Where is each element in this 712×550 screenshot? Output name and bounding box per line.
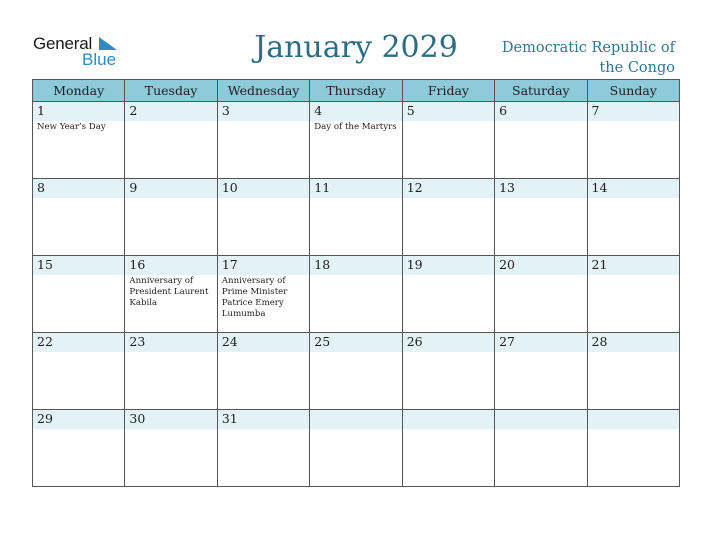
day-cell <box>587 102 679 179</box>
day-number: 8 <box>37 180 45 195</box>
day-number: 25 <box>314 334 331 349</box>
day-cell <box>125 410 217 487</box>
day-number: 30 <box>129 411 146 426</box>
day-cell <box>125 333 217 410</box>
day-cell <box>310 256 402 333</box>
day-cell <box>587 333 679 410</box>
day-cell <box>33 179 125 256</box>
day-cell <box>217 410 309 487</box>
day-number: 20 <box>499 257 516 272</box>
weekday-header: Friday <box>402 80 494 102</box>
day-cell <box>217 179 309 256</box>
day-cell <box>217 102 309 179</box>
week-row <box>33 410 680 487</box>
weekday-header: Wednesday <box>217 80 309 102</box>
day-cell <box>33 102 125 179</box>
day-cell <box>125 256 217 333</box>
day-cell <box>125 179 217 256</box>
country-line-1: Democratic Republic of <box>501 40 675 56</box>
holiday-label: Day of the Martyrs <box>314 122 397 132</box>
day-number: 19 <box>406 257 423 272</box>
day-cell <box>495 179 587 256</box>
day-cell <box>402 179 494 256</box>
day-number: 9 <box>129 180 138 195</box>
logo-general-text: General <box>33 34 93 53</box>
day-number: 10 <box>221 180 238 195</box>
day-cell <box>587 256 679 333</box>
day-cell <box>33 410 125 487</box>
holiday-label: Anniversary of Prime Minister Patrice Emery Lumumba <box>221 276 288 319</box>
weekday-header: Monday <box>33 80 125 102</box>
day-number: 24 <box>221 334 238 349</box>
day-number: 1 <box>37 103 45 118</box>
day-number: 18 <box>314 257 331 272</box>
day-cell <box>402 102 494 179</box>
holiday-label: Anniversary of President Laurent Kabila <box>129 276 209 308</box>
holiday-label: New Year’s Day <box>37 122 106 132</box>
weekday-header-row <box>33 80 680 102</box>
day-cell <box>217 333 309 410</box>
day-number: 29 <box>37 411 53 426</box>
week-row <box>33 102 680 179</box>
day-cell <box>217 256 309 333</box>
day-cell <box>495 333 587 410</box>
day-cell <box>125 102 217 179</box>
day-cell <box>310 410 402 487</box>
day-number: 12 <box>406 180 423 195</box>
weekday-header: Sunday <box>587 80 679 102</box>
week-row <box>33 256 680 333</box>
day-cell <box>402 256 494 333</box>
weekday-header: Saturday <box>495 80 587 102</box>
day-number: 21 <box>591 257 608 272</box>
day-number: 14 <box>591 180 608 195</box>
day-cell <box>310 333 402 410</box>
day-number: 22 <box>37 334 53 349</box>
day-number: 4 <box>314 103 323 118</box>
day-number: 6 <box>499 103 508 118</box>
day-number: 17 <box>221 257 238 272</box>
day-cell <box>587 179 679 256</box>
day-cell <box>310 179 402 256</box>
day-number: 15 <box>37 257 53 272</box>
weekday-header: Thursday <box>310 80 402 102</box>
week-row <box>33 333 680 410</box>
week-row <box>33 179 680 256</box>
day-number: 5 <box>406 103 415 118</box>
day-number: 2 <box>129 103 138 118</box>
calendar-grid <box>32 79 680 487</box>
day-number: 27 <box>499 334 516 349</box>
day-cell <box>33 333 125 410</box>
day-cell <box>402 410 494 487</box>
day-number: 28 <box>591 334 608 349</box>
day-number: 16 <box>129 257 146 272</box>
generalblue-logo <box>33 34 133 68</box>
day-cell <box>402 333 494 410</box>
day-number: 13 <box>499 180 516 195</box>
country-name <box>455 38 675 78</box>
day-cell <box>587 410 679 487</box>
day-cell <box>33 256 125 333</box>
day-number: 31 <box>221 411 238 426</box>
day-number: 3 <box>221 103 230 118</box>
day-cell <box>310 102 402 179</box>
day-number: 26 <box>406 334 423 349</box>
day-cell <box>495 410 587 487</box>
day-cell <box>495 102 587 179</box>
calendar-title: January 2029 <box>254 30 458 65</box>
country-line-2: the Congo <box>599 60 675 76</box>
day-number: 23 <box>129 334 146 349</box>
weekday-header: Tuesday <box>125 80 217 102</box>
day-number: 7 <box>591 103 600 118</box>
day-cell <box>495 256 587 333</box>
logo-blue-text: Blue <box>82 50 117 69</box>
day-number: 11 <box>314 180 331 195</box>
logo-triangle-icon <box>99 37 117 50</box>
